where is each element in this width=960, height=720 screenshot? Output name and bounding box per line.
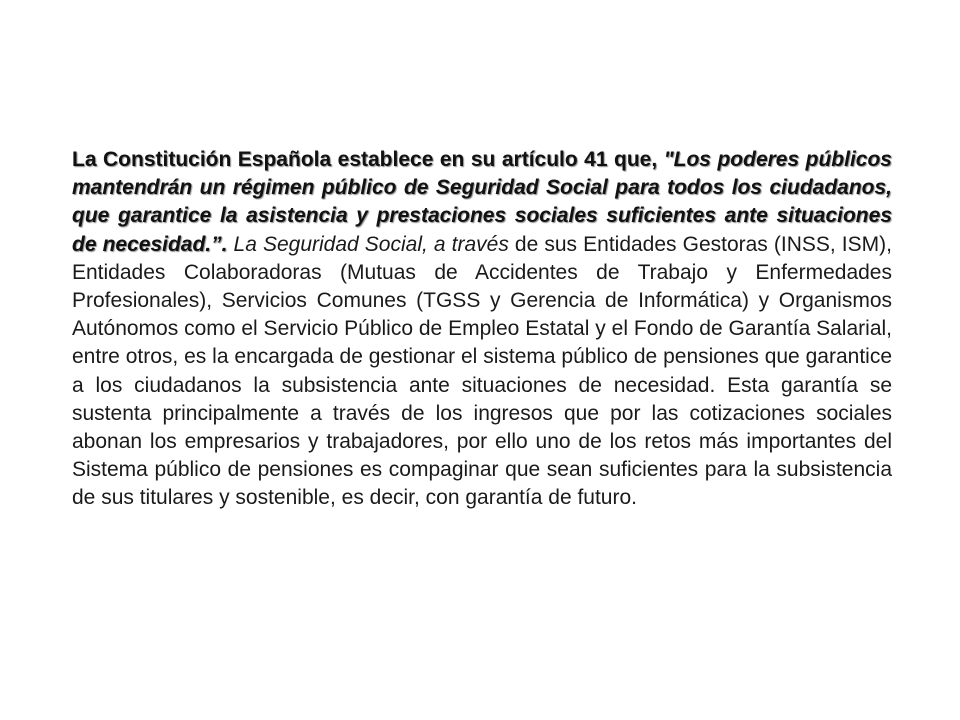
body-text: de sus Entidades Gestoras (INSS, ISM), Entidades Colaboradoras (Mutuas de Accidentes de Trabajo y Enfermedades Profesionales), Servicios Comunes (TGSS y Gerencia de Informática) y Organismos Autónomos como el Servicio Público de Empleo Estatal y el Fondo de Garantía Salarial, entre otros, es la encargada de gestionar el sistema público de pensiones que garantice a los ciudadanos la subsistencia ante situaciones de necesidad. Esta garantía se sustenta principalmente a través de los ingresos que por las cotizaciones sociales abonan los empresarios y trabajadores, por ello uno de los retos más importantes del Sistema público de pensiones es compaginar que sean suficientes para la subsistencia de sus titulares y sostenible, es decir, con garantía de futuro.	[72, 232, 892, 510]
intro-bold-text: La Constitución Española establece en su artículo 41 que,	[72, 148, 664, 171]
italic-phrase: La Seguridad Social, a través	[233, 232, 509, 256]
constitution-quote: "Los poderes públicos mantendrán un régimen público de Seguridad Social para todos los ciudadanos, que garantice la asistencia y prestaciones sociales suficientes ante situaciones de necesidad.”.	[72, 148, 892, 256]
main-paragraph	[72, 146, 892, 513]
